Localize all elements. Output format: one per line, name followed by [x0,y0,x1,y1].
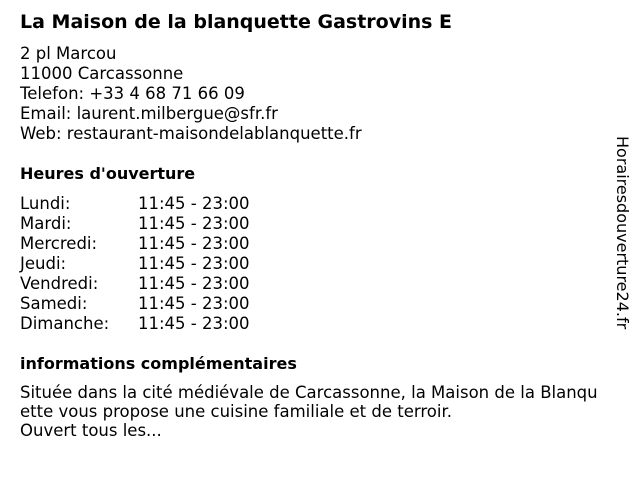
hours-row-thursday [20,254,250,274]
city-postcode: 11000 Carcassonne [20,64,184,83]
hours-day: Dimanche: [20,314,110,333]
site-watermark: Horairesdouverture24.fr [613,136,632,330]
hours-day: Samedi: [20,294,88,313]
hours-row-sunday [20,314,250,334]
hours-row-monday [20,194,250,214]
hours-time: 11:45 - 23:00 [138,254,250,273]
phone-number: Telefon: +33 4 68 71 66 09 [20,84,245,103]
hours-time: 11:45 - 23:00 [138,314,250,333]
hours-time: 11:45 - 23:00 [138,234,250,253]
opening-hours-heading: Heures d'ouverture [20,164,196,183]
email-address: Email: laurent.milbergue@sfr.fr [20,104,278,123]
hours-day: Jeudi: [20,254,67,273]
hours-time: 11:45 - 23:00 [138,294,250,313]
description-line: Située dans la cité médiévale de Carcassonne, la Maison de la Blanqu [20,383,598,402]
hours-day: Lundi: [20,194,71,213]
hours-row-tuesday [20,214,250,234]
additional-info-heading: informations complémentaires [20,354,297,373]
hours-row-wednesday [20,234,250,254]
hours-row-friday [20,274,250,294]
hours-time: 11:45 - 23:00 [138,214,250,233]
description-line: Ouvert tous les... [20,421,162,440]
description-text [20,383,630,440]
contact-block [20,44,362,144]
restaurant-title: La Maison de la blanquette Gastrovins E [20,11,453,33]
description-line: ette vous propose une cuisine familiale et de terroir. [20,402,452,421]
hours-time: 11:45 - 23:00 [138,194,250,213]
street-address: 2 pl Marcou [20,44,117,63]
hours-day: Mercredi: [20,234,98,253]
website: Web: restaurant-maisondelablanquette.fr [20,124,362,143]
hours-time: 11:45 - 23:00 [138,274,250,293]
hours-day: Vendredi: [20,274,99,293]
hours-day: Mardi: [20,214,72,233]
hours-row-saturday [20,294,250,314]
opening-hours-table [20,194,250,334]
